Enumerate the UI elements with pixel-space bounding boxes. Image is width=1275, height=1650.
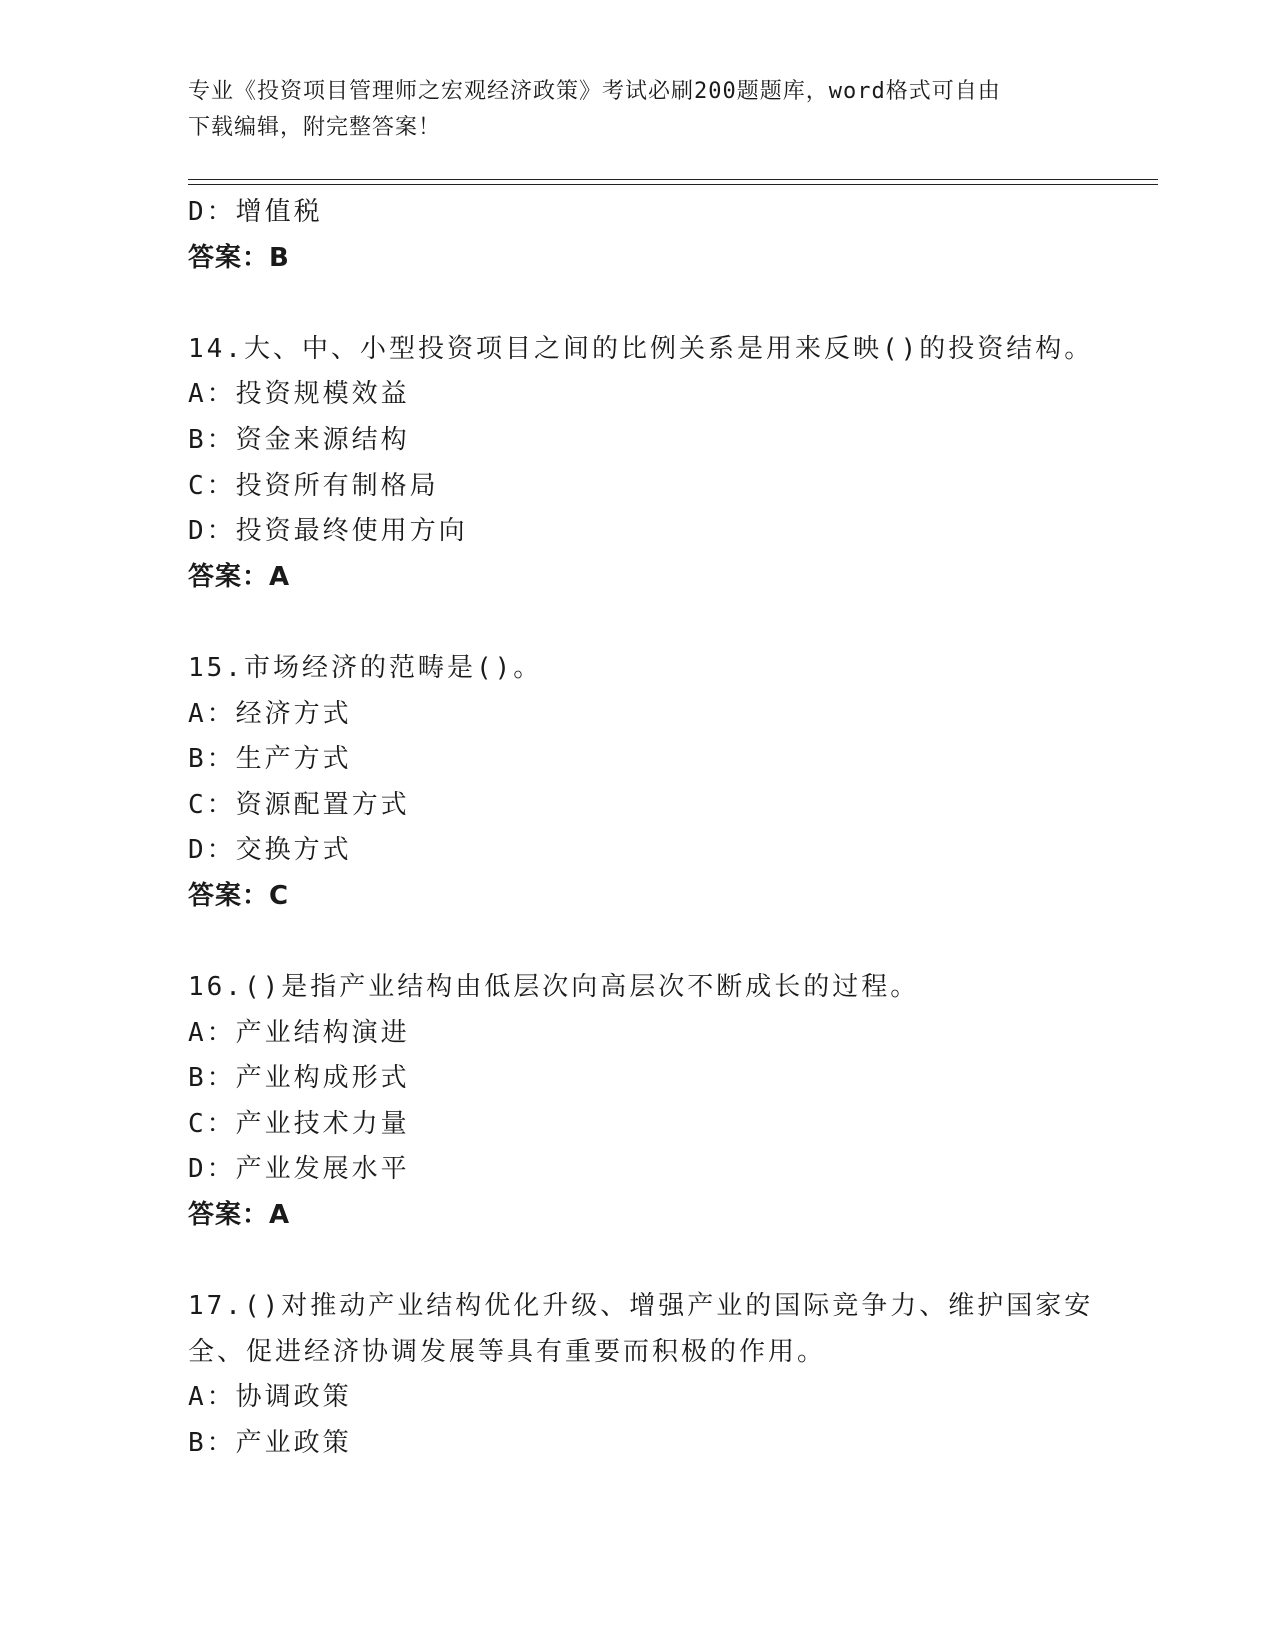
question-title: 16.()是指产业结构由低层次向高层次不断成长的过程。 <box>188 972 920 1003</box>
question-title-line-1: 17.()对推动产业结构优化升级、增强产业的国际竞争力、维护国家安 <box>188 1291 1094 1322</box>
option-d: D：增值税 <box>188 197 323 227</box>
option-b: B：产业政策 <box>188 1428 352 1459</box>
header-line-2: 下载编辑，附完整答案！ <box>188 115 442 140</box>
option-d: D：投资最终使用方向 <box>188 516 468 547</box>
option-b: B：生产方式 <box>188 744 352 775</box>
question-title: 14.大、中、小型投资项目之间的比例关系是用来反映()的投资结构。 <box>188 333 1094 364</box>
header-divider-top <box>188 179 1158 180</box>
option-d: D：交换方式 <box>188 835 352 866</box>
header-divider-bottom <box>188 184 1158 185</box>
question-list <box>188 190 1094 1467</box>
option-b: B：资金来源结构 <box>188 424 410 455</box>
question-14 <box>188 327 1094 601</box>
document-header <box>188 74 1088 146</box>
answer: 答案：A <box>188 561 291 592</box>
question-16 <box>188 965 1088 1239</box>
question-title-line-2: 全、促进经济协调发展等具有重要而积极的作用。 <box>188 1336 827 1367</box>
question-17 <box>188 1284 1094 1466</box>
answer: 答案：A <box>188 1200 291 1231</box>
option-c: C：投资所有制格局 <box>188 470 439 501</box>
header-line-1: 专业《投资项目管理师之宏观经济政策》考试必刷200题题库，word格式可自由 <box>188 79 1001 104</box>
spacer <box>188 600 1088 646</box>
option-a: A：经济方式 <box>188 698 352 729</box>
option-a: A：产业结构演进 <box>188 1017 410 1048</box>
option-c: C：产业技术力量 <box>188 1108 410 1139</box>
spacer <box>188 281 1088 327</box>
spacer <box>188 920 1088 966</box>
question-title: 15.市场经济的范畴是()。 <box>188 652 543 683</box>
option-d: D：产业发展水平 <box>188 1154 410 1185</box>
option-a: A：投资规模效益 <box>188 379 410 410</box>
answer: 答案：B <box>188 242 290 273</box>
answer: 答案：C <box>188 880 290 911</box>
option-a: A：协调政策 <box>188 1382 352 1413</box>
option-b: B：产业构成形式 <box>188 1063 410 1094</box>
spacer <box>188 1239 1088 1285</box>
question-15 <box>188 646 1088 920</box>
option-c: C：资源配置方式 <box>188 789 410 820</box>
